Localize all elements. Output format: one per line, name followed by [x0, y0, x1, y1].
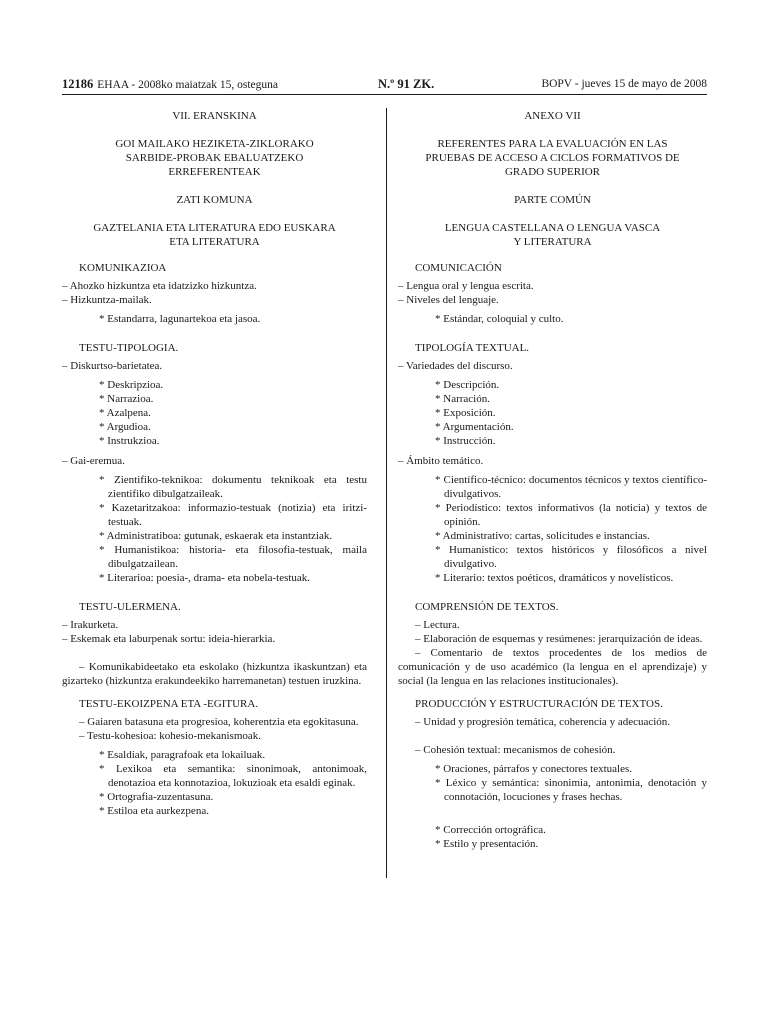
sub-item: * Literarioa: poesia-, drama- eta nobela-testuak. — [99, 572, 311, 584]
sub-list — [62, 378, 367, 448]
list-item: – Lengua oral y lengua escrita. — [398, 280, 534, 292]
sub-item: * Lexikoa eta semantika: sinonimoak, antonimoak, denotazioa eta konnotazioa, lokuzioak eta esaldi eginak. — [99, 763, 367, 789]
sub-item: * Corrección ortográfica. — [435, 824, 546, 836]
doc-title-line: REFERENTES PARA LA EVALUACIÓN EN LAS — [437, 138, 668, 150]
sub-list — [398, 762, 707, 804]
annex-title: VII. ERANSKINA — [172, 110, 257, 122]
doc-title-line: GOI MAILAKO HEZIKETA-ZIKLORAKO — [115, 138, 314, 150]
section-heading: KOMUNIKAZIOA — [79, 262, 167, 274]
section-heading: COMUNICACIÓN — [415, 262, 502, 274]
subject-line: ETA LITERATURA — [169, 236, 260, 248]
column-divider — [386, 108, 387, 878]
sub-list — [62, 312, 367, 326]
doc-title-line: GRADO SUPERIOR — [504, 166, 601, 178]
sub-list — [62, 473, 367, 585]
sub-item: * Instrucción. — [435, 435, 496, 447]
sub-item: * Argumentación. — [435, 421, 514, 433]
subject-title — [62, 221, 367, 249]
sub-item: * Instrukzioa. — [99, 435, 160, 447]
page-number: 12186 — [62, 77, 94, 91]
list-item: – Eskemak eta laburpenak sortu: ideia-hierarkia. — [62, 633, 276, 645]
sub-item: * Ortografia-zuzentasuna. — [99, 791, 214, 803]
doc-title-line: PRUEBAS DE ACCESO A CICLOS FORMATIVOS DE — [425, 152, 680, 164]
annex-title: ANEXO VII — [524, 110, 581, 122]
sub-item: * Administratiboa: gutunak, eskaerak eta instantziak. — [99, 530, 333, 542]
list-item: – Ámbito temático. — [398, 455, 484, 467]
subject-line: Y LITERATURA — [513, 236, 592, 248]
sub-item: * Literario: textos poéticos, dramáticos y novelísticos. — [435, 572, 674, 584]
list-item: – Variedades del discurso. — [398, 360, 513, 372]
section-heading: TESTU-ULERMENA. — [79, 601, 181, 613]
paragraph: – Komunikabideetako eta eskolako (hizkuntza ikaskuntzan) eta gizarteko (hizkuntza erakundeekiko harremanetan) testuen iruzkina. — [62, 661, 367, 687]
sub-item: * Descripción. — [435, 379, 500, 391]
header-right: BOPV - jueves 15 de mayo de 2008 — [541, 78, 707, 90]
section-heading: PRODUCCIÓN Y ESTRUCTURACIÓN DE TEXTOS. — [415, 698, 663, 710]
list-item: – Irakurketa. — [62, 619, 119, 631]
subject-title — [398, 221, 707, 249]
list-item: – Diskurtso-barietatea. — [62, 360, 163, 372]
paragraph: – Testu-kohesioa: kohesio-mekanismoak. — [79, 730, 262, 742]
sub-item: * Administrativo: cartas, solicitudes e instancias. — [435, 530, 650, 542]
header-left-text: EHAA - 2008ko maiatzak 15, osteguna — [97, 79, 279, 91]
doc-title — [62, 137, 367, 179]
sub-item: * Periodístico: textos informativos (la noticia) y textos de opinión. — [435, 502, 707, 528]
doc-title — [398, 137, 707, 179]
part-title: PARTE COMÚN — [514, 194, 591, 206]
sub-item: * Zientifiko-teknikoa: dokumentu teknikoak eta testu zientifiko dibulgatzaileak. — [99, 474, 367, 500]
header-left — [62, 77, 278, 92]
sub-list — [398, 312, 707, 326]
sub-list — [398, 823, 707, 851]
sub-item: * Humanístico: textos históricos y filosóficos a nivel divulgativo. — [435, 544, 707, 570]
sub-list — [62, 748, 367, 818]
paragraph: – Comentario de textos procedentes de los medios de comunicación y de uso académico (la lengua en el aprendizaje) y social (la lengua en las relaciones institucionales). — [398, 647, 707, 687]
sub-item: * Narración. — [435, 393, 490, 405]
section-heading: TESTU-EKOIZPENA ETA -EGITURA. — [79, 698, 259, 710]
section-heading: TIPOLOGÍA TEXTUAL. — [415, 342, 530, 354]
right-column — [398, 109, 707, 857]
sub-item: * Kazetaritzakoa: informazio-testuak (notizia) eta iritzi-testuak. — [99, 502, 367, 528]
list-item: – Ahozko hizkuntza eta idatzizko hizkuntza. — [62, 280, 257, 292]
page-header — [62, 77, 707, 93]
subject-line: LENGUA CASTELLANA O LENGUA VASCA — [444, 222, 661, 234]
sub-item: * Deskripzioa. — [99, 379, 164, 391]
paragraph: – Lectura. — [415, 619, 460, 631]
section-heading: TESTU-TIPOLOGIA. — [79, 342, 179, 354]
section-heading: COMPRENSIÓN DE TEXTOS. — [415, 601, 559, 613]
sub-list — [398, 378, 707, 448]
sub-item: * Azalpena. — [99, 407, 151, 419]
part-title: ZATI KOMUNA — [176, 194, 253, 206]
sub-item: * Humanistikoa: historia- eta filosofia-testuak, maila dibulgatzailean. — [99, 544, 367, 570]
list-item: – Niveles del lenguaje. — [398, 294, 499, 306]
left-column — [62, 109, 367, 824]
subject-line: GAZTELANIA ETA LITERATURA EDO EUSKARA — [93, 222, 336, 234]
sub-item: * Estandarra, lagunartekoa eta jasoa. — [99, 313, 261, 325]
sub-item: * Estiloa eta aurkezpena. — [99, 805, 209, 817]
header-issue: N.º 91 ZK. — [378, 77, 435, 91]
sub-item: * Oraciones, párrafos y conectores textuales. — [435, 763, 633, 775]
paragraph: – Cohesión textual: mecanismos de cohesión. — [415, 744, 616, 756]
doc-title-line: SARBIDE-PROBAK EBALUATZEKO — [125, 152, 304, 164]
sub-item: * Científico-técnico: documentos técnicos y textos científico-divulgativos. — [435, 474, 707, 500]
header-rule — [62, 94, 707, 95]
paragraph: – Elaboración de esquemas y resúmenes: jerarquización de ideas. — [415, 633, 703, 645]
sub-item: * Estándar, coloquial y culto. — [435, 313, 564, 325]
sub-item: * Argudioa. — [99, 421, 151, 433]
sub-item: * Esaldiak, paragrafoak eta lokailuak. — [99, 749, 266, 761]
paragraph: – Unidad y progresión temática, coherencia y adecuación. — [415, 716, 671, 728]
sub-item: * Estilo y presentación. — [435, 838, 539, 850]
sub-item: * Narrazioa. — [99, 393, 154, 405]
sub-list — [398, 473, 707, 585]
paragraph: – Gaiaren batasuna eta progresioa, koherentzia eta egokitasuna. — [79, 716, 359, 728]
sub-item: * Exposición. — [435, 407, 496, 419]
sub-item: * Léxico y semántica: sinonimia, antonimia, denotación y connotación, locuciones y frases hechas. — [435, 777, 707, 803]
list-item: – Gai-eremua. — [62, 455, 125, 467]
doc-title-line: ERREFERENTEAK — [168, 166, 261, 178]
list-item: – Hizkuntza-mailak. — [62, 294, 152, 306]
